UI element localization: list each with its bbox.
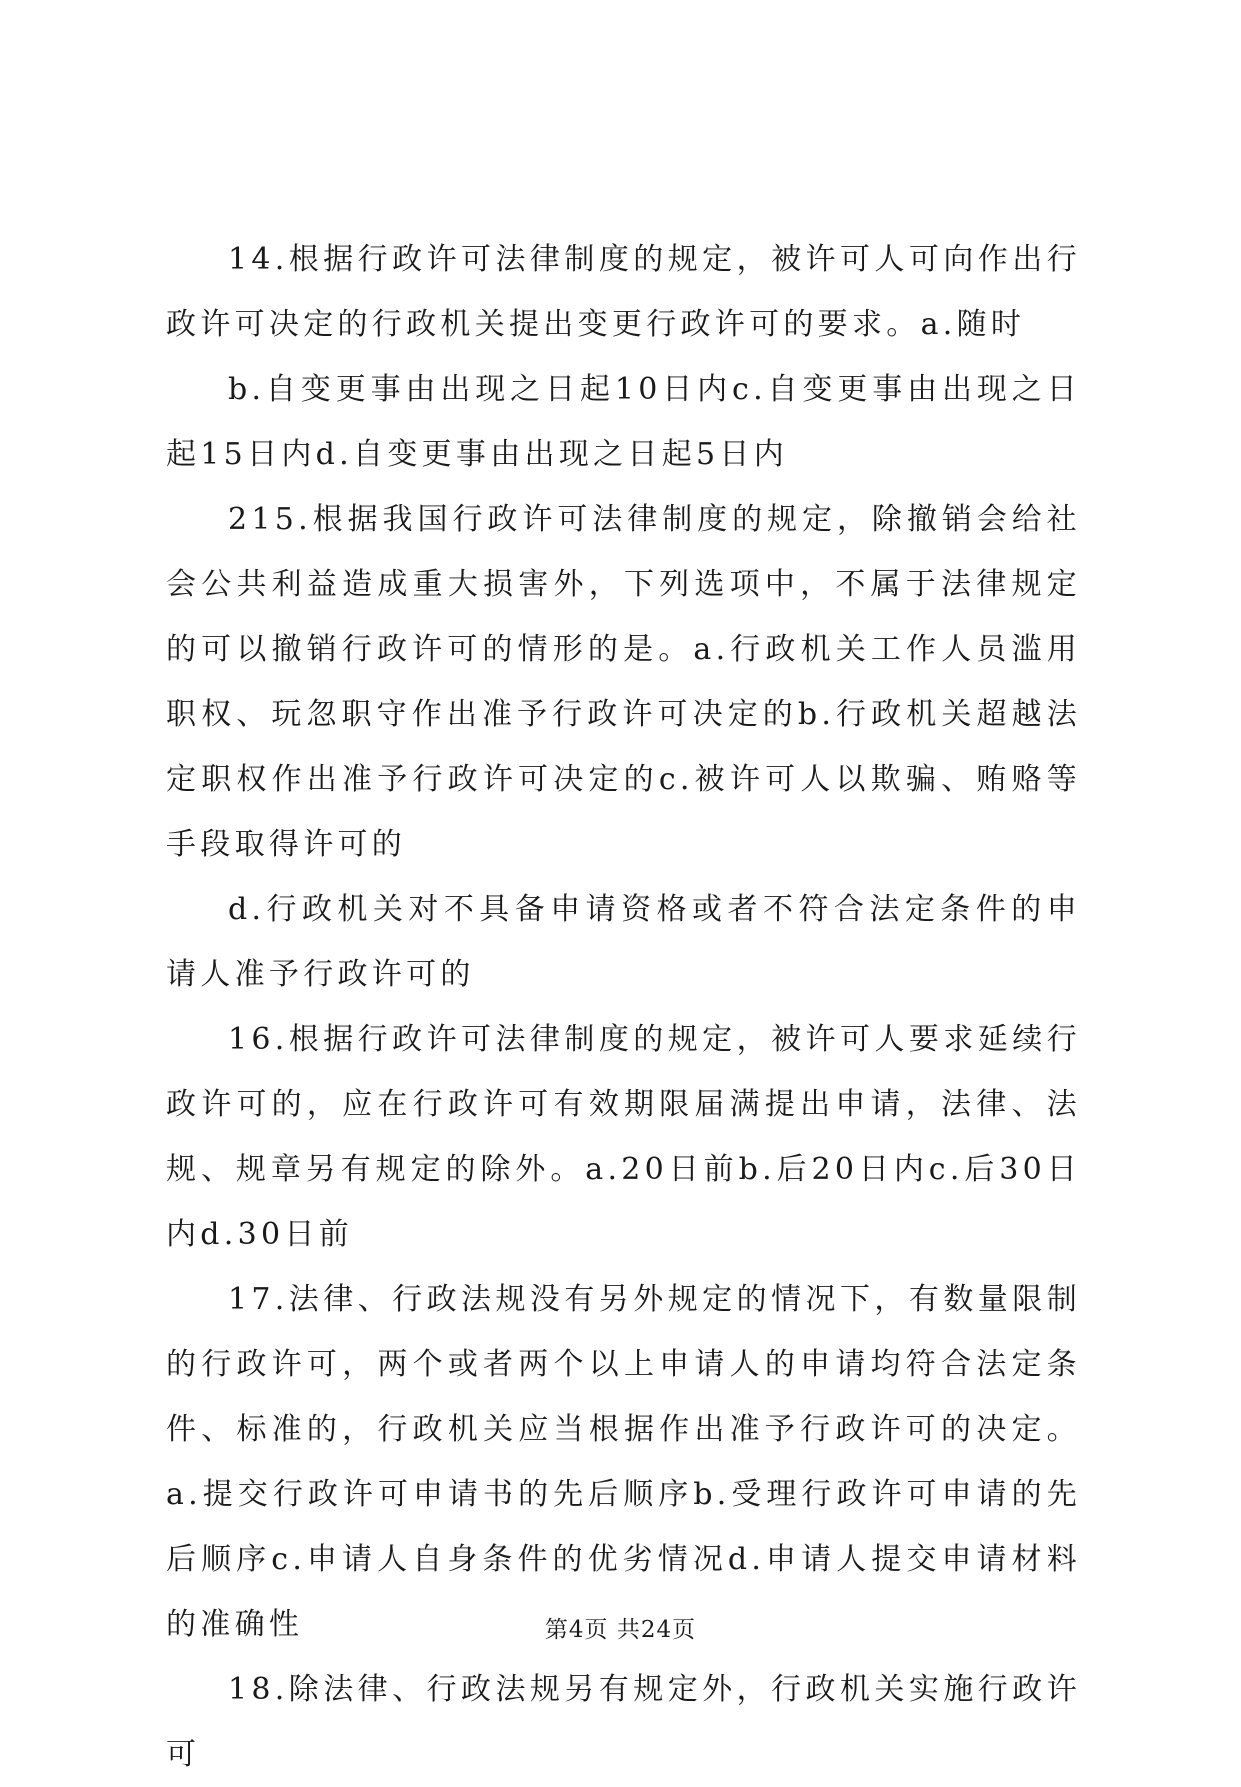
question-14: 14.根据行政许可法律制度的规定，被许可人可向作出行政许可决定的行政机关提出变更行政许可的要求。a.随时 [166, 242, 1081, 342]
question-215-option-d: d.行政机关对不具备申请资格或者不符合法定条件的申请人准予行政许可的 [166, 892, 1081, 992]
document-body [166, 227, 1081, 1787]
question-215: 215.根据我国行政许可法律制度的规定，除撤销会给社会公共利益造成重大损害外，下列选项中，不属于法律规定的可以撤销行政许可的情形的是。a.行政机关工作人员滥用职权、玩忽职守作出准予行政许可决定的b.行政机关超越法定职权作出准予行政许可决定的c.被许可人以欺骗、贿赂等手段取得许可的 [166, 502, 1081, 862]
question-18: 18.除法律、行政法规另有规定外，行政机关实施行政许可 [166, 1672, 1081, 1772]
question-17: 17.法律、行政法规没有另外规定的情况下，有数量限制的行政许可，两个或者两个以上申请人的申请均符合法定条件、标准的，行政机关应当根据作出准予行政许可的决定。a.提交行政许可申请书的先后顺序b.受理行政许可申请的先后顺序c.申请人自身条件的优劣情况d.申请人提交申请材料的准确性 [166, 1282, 1081, 1642]
question-14-options: b.自变更事由出现之日起10日内c.自变更事由出现之日起15日内d.自变更事由出现之日起5日内 [166, 372, 1081, 472]
question-16: 16.根据行政许可法律制度的规定，被许可人要求延续行政许可的，应在行政许可有效期限届满提出申请，法律、法规、规章另有规定的除外。a.20日前b.后20日内c.后30日内d.30日前 [166, 1022, 1081, 1252]
page-number-footer: 第4页 共24页 [544, 1617, 697, 1643]
